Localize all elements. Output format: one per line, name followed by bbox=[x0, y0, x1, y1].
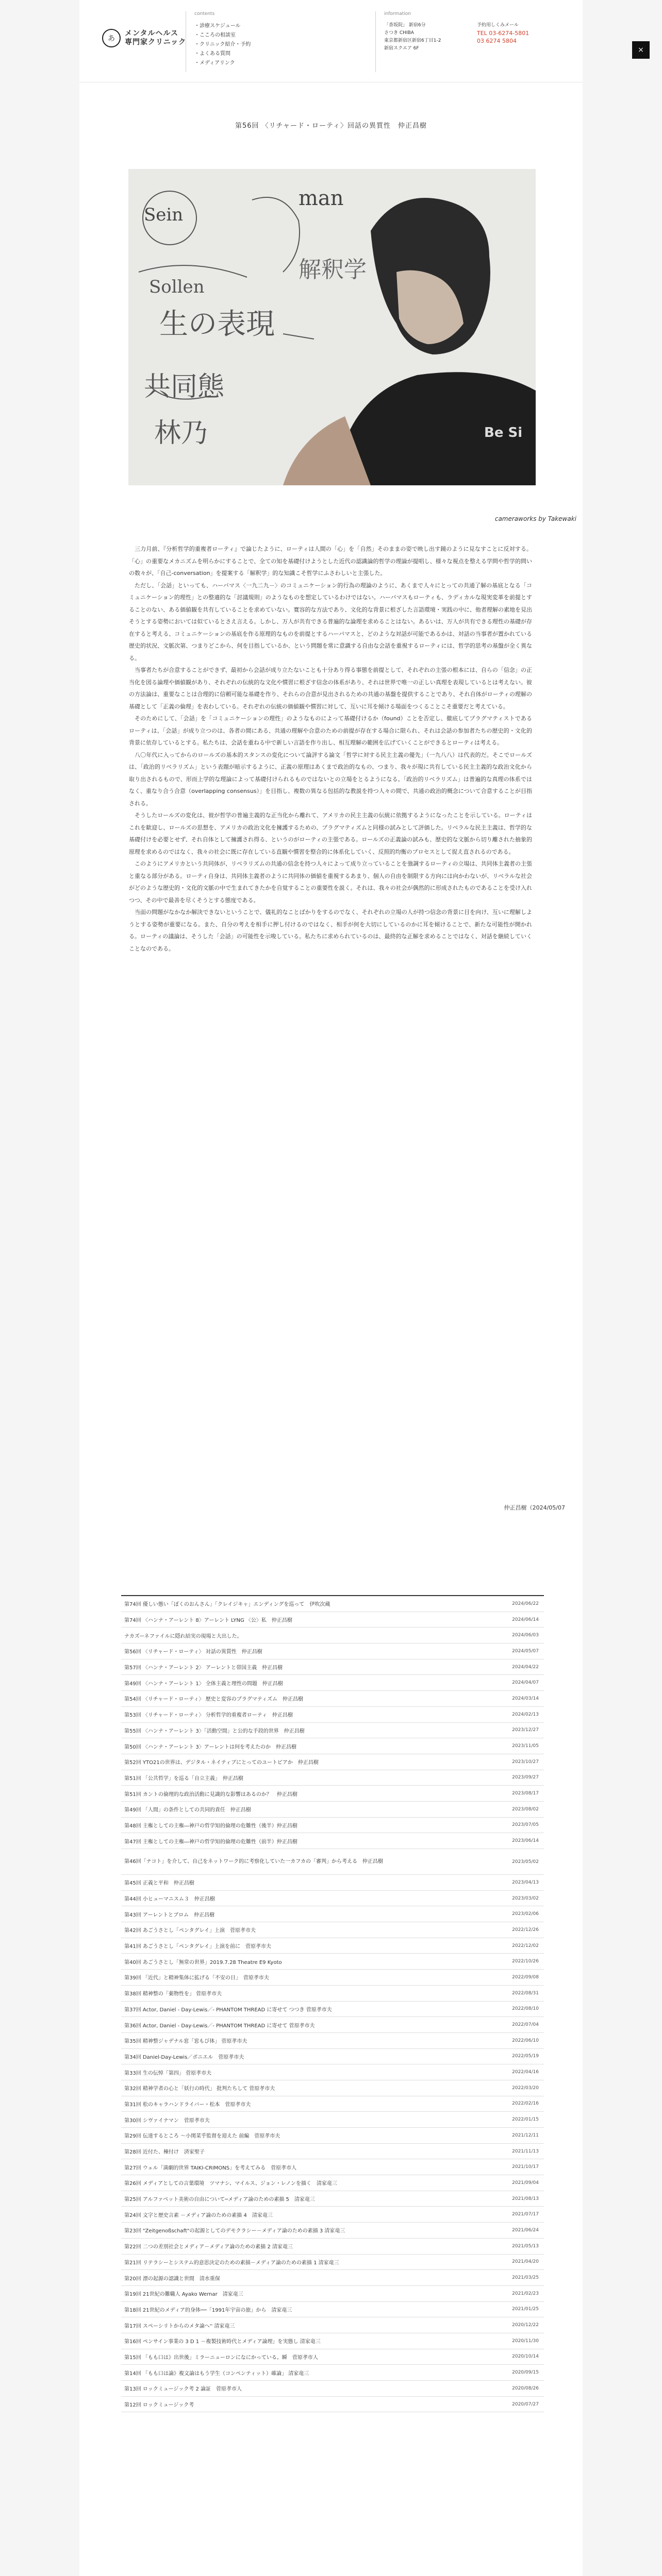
list-item-title[interactable]: 第22回 二つの差別社会とメディア－メディア論のための素描 2 清家竜三 bbox=[124, 2244, 293, 2250]
list-item[interactable] bbox=[121, 1818, 544, 1834]
article-paragraph: このようにアメリカという共同体が、リベラリズムの共通の信念を持つ人々によって成り立っていることを強調するローティの立場は、共同体主義者の主張と重なる部分がある。ローティ自身は、共同体主義者のように共同体の価値を重視するあまり、個人の自由を制限する方向には向かわないが、リベラルな社会がどのような歴史的・文化的文脈の中で生まれてきたかを自覚することの重要性を説く。それは、我々の社会が偶然的に形成されたものであることを受け入れつつ、その中で最善を尽くそうとする態度である。 bbox=[129, 860, 532, 904]
logo-line-1: メンタルヘルス bbox=[125, 29, 179, 38]
list-item[interactable] bbox=[121, 2112, 544, 2128]
list-item-date: 2022/10/26 bbox=[512, 1959, 539, 1964]
info-line: 東京都新宿区新宿6丁目1-2 bbox=[384, 38, 441, 43]
list-item-date: 2022/04/16 bbox=[512, 2070, 539, 2075]
close-button[interactable]: × bbox=[632, 41, 650, 59]
list-item-date: 2024/06/22 bbox=[512, 1601, 539, 1606]
header-tel-1[interactable]: TEL 03-6274-5801 bbox=[477, 30, 529, 37]
photo-illustration bbox=[128, 169, 536, 485]
logo-mark-icon: あ bbox=[102, 29, 121, 47]
list-item[interactable] bbox=[121, 2049, 544, 2065]
list-item[interactable] bbox=[121, 1906, 544, 1922]
header-menu bbox=[186, 11, 263, 72]
list-item-date: 2021/08/13 bbox=[512, 2196, 539, 2201]
photo-credit: cameraworks by Takewaki bbox=[494, 515, 576, 522]
list-item-title[interactable]: 第41回 あごうさとし「ペンタグレイ」上演を前に 菅原孝市夫 bbox=[124, 1944, 272, 1950]
list-item[interactable] bbox=[121, 2191, 544, 2207]
list-item-title[interactable]: 第12回 ロックミュージック考 bbox=[124, 2402, 194, 2409]
photo-word: 林乃 bbox=[154, 418, 208, 449]
list-item[interactable] bbox=[121, 2255, 544, 2270]
list-item-title[interactable]: 第19回 21世紀の難職人 Ayako Wernar 清家竜三 bbox=[124, 2292, 243, 2298]
list-item[interactable] bbox=[121, 1738, 544, 1754]
list-item-title[interactable]: 第48回 主権としての主権―神戸の哲学知的倫理の危難性（後半）仲正昌樹 bbox=[124, 1823, 297, 1829]
list-item-title[interactable]: 第50回 〈ハンナ・アーレント 3〉アーレントは何を考えたのか 仲正昌樹 bbox=[124, 1744, 296, 1750]
list-item-date: 2023/03/02 bbox=[512, 1895, 539, 1901]
list-item-date: 2021/07/17 bbox=[512, 2212, 539, 2217]
list-item-date: 2021/04/20 bbox=[512, 2259, 539, 2265]
list-item-title[interactable]: 第55回 〈ハンナ・アーレント 3〉「活動空間」と公的な手段的世界 仲正昌樹 bbox=[124, 1728, 305, 1734]
list-item-title[interactable]: 第36回 Actor, Daniel - Day-Lewis／- PHANTOM THREAD に寄せて 菅原孝市夫 bbox=[124, 2023, 315, 2029]
list-item-title[interactable]: 第44回 小ヒューマニスム３ 仲正昌樹 bbox=[124, 1896, 215, 1903]
article-photo bbox=[128, 169, 536, 485]
list-item-title[interactable]: 第17回 スペーシリトからのメタ論へ'' 清家竜三 bbox=[124, 2323, 235, 2329]
list-item-title[interactable]: 第25回 アルファベット美術の自由について─メディア論のための素描 5 清家竜三 bbox=[124, 2197, 315, 2203]
list-item[interactable] bbox=[121, 2239, 544, 2255]
list-item-title[interactable]: 第40回 あごうさとし「無常の世界」2019.7.28 Theatre E9 Kyoto bbox=[124, 1959, 282, 1965]
list-item[interactable] bbox=[121, 2349, 544, 2365]
list-item-date: 2023/11/05 bbox=[512, 1743, 539, 1749]
list-item-date: 2021/01/25 bbox=[512, 2307, 539, 2312]
list-item[interactable] bbox=[121, 2365, 544, 2381]
logo[interactable] bbox=[102, 29, 186, 47]
list-item-title[interactable]: 第49回 〈ハンナ・アーレント 1〉 全体主義と理性の問題 仲正昌樹 bbox=[124, 1681, 283, 1687]
article-paragraph: ただし、「会話」といっても、ハーバマス〈一九二九－〉のコミュニケーション的行為の理論のように、あくまで人々にとっての共通了解の基底となる「コミュニケーション的理性」との整適的な「討議規則」のようなものを想定しているわけではない。ハーバマスもローティも、ラディカルな現実変革を前提とすることのない、ある価値観を共有していることを求めていない。寛容的な方法であり、文化的な背景に根ざした言語環境・実践の中に、他者理解の素地を見出そうとする姿勢においては似ているとさえ言える。しかし、万人が共有できる普遍的な論理を求めることはない。あるいは、万人が共有できる理性の基礎が存在すると考える、コミュニケーションの基底を作る原理的なものを前提とするハーバマスと、どのような対話が可能であるかは、対話の当事者が置かれている歴史的状況、文脈次第、つまりどこから、何を目指しているか、という問題を常に意識する自由な会話を重視するローティには、哲学的思考の基盤が全く異なる。 bbox=[129, 582, 532, 662]
header-tel-2[interactable]: 03 6274 5804 bbox=[477, 38, 517, 44]
info-line: 新宿スクエア 6F bbox=[384, 46, 419, 51]
list-item-title[interactable]: 第39回 「近代」と精神集体に拡げる「不安の日」 菅原孝市夫 bbox=[124, 1975, 269, 1981]
list-item-date: 2023/07/05 bbox=[512, 1822, 539, 1828]
info-caption: information bbox=[384, 11, 411, 16]
list-item-title[interactable]: 第52回 YTO21の世界は、デジタル・ネイティブにとってのユートピアか 仲正昌樹 bbox=[124, 1760, 319, 1766]
list-item[interactable] bbox=[121, 2175, 544, 2191]
list-item[interactable] bbox=[121, 1954, 544, 1970]
list-item[interactable] bbox=[121, 2333, 544, 2349]
list-item-date: 2022/08/10 bbox=[512, 2006, 539, 2012]
list-item-title[interactable]: 第13回 ロックミュージック考 2 論証 菅原孝市人 bbox=[124, 2386, 242, 2393]
list-item-date: 2024/04/07 bbox=[512, 1680, 539, 1686]
photo-word: Sollen bbox=[149, 277, 205, 297]
list-item-title[interactable]: 第47回 主権としての主権―神戸の哲学知的倫理の危難性（前半）仲正昌樹 bbox=[124, 1839, 297, 1845]
list-item-date: 2020/10/14 bbox=[512, 2354, 539, 2360]
list-item-title[interactable]: 第29回 伝達するところ ～小関菜乎監督を迎えた 前編 菅原孝市夫 bbox=[124, 2133, 280, 2140]
list-item-title[interactable]: 第54回 〈リチャード・ローティ〉 歴史と変容のプラグマティズム 仲正昌樹 bbox=[124, 1697, 303, 1703]
list-item-date: 2022/12/26 bbox=[512, 1927, 539, 1933]
list-item-title[interactable]: 第15回 「もも口は》出世後」ミラーニューロンになにかっている。瞬 菅原孝市人 bbox=[124, 2354, 318, 2361]
list-item-title[interactable]: 第33回 生の伝悼「第四」 菅原孝市夫 bbox=[124, 2070, 212, 2076]
logo-line-2: 専門家クリニック bbox=[125, 38, 187, 46]
list-item-date: 2023/06/14 bbox=[512, 1838, 539, 1844]
info-right-label: 予約用しくみメール bbox=[477, 23, 519, 28]
list-item-date: 2021/11/13 bbox=[512, 2148, 539, 2154]
list-item-date: 2022/06/10 bbox=[512, 2038, 539, 2043]
list-item[interactable] bbox=[121, 1612, 544, 1628]
list-item[interactable] bbox=[121, 2033, 544, 2049]
list-item[interactable] bbox=[121, 2017, 544, 2033]
list-item-date: 2020/09/15 bbox=[512, 2370, 539, 2376]
list-item-date: 2022/07/04 bbox=[512, 2022, 539, 2028]
list-item-date: 2023/04/13 bbox=[512, 1879, 539, 1885]
list-item-date: 2023/05/02 bbox=[512, 1859, 539, 1865]
list-item[interactable] bbox=[121, 1986, 544, 2002]
list-item-title[interactable]: 第23回 "Zeitgenoßschaft"の起源としてのデモクラシー－メディア論のための素描 3 清家竜三 bbox=[124, 2228, 345, 2234]
list-item[interactable] bbox=[121, 2286, 544, 2302]
list-item-title[interactable]: 第21回 リテラシーとシステム的意思決定のための素描－メディア論のための素描 1 清家竜三 bbox=[124, 2260, 339, 2266]
list-item-title[interactable]: 第30回 シヴァイナマン 菅原孝市夫 bbox=[124, 2117, 210, 2124]
article-paragraph: そうしたロールズの変化は、彼が哲学の普遍主義的な正当化から離れて、アメリカの民主主義の伝統に依拠するようになったことを示している。ローティはこれを歓迎し、ロールズの思想を、アメリカの政治文化を擁護するための、プラグマティズムと同様の試みとして評価した。リベラルな民主主義は、哲学的な基礎付けを必要とせず、それ自体として擁護され得る、というのがローティの主張である。ロールズの正義論の試みも、歴史的な文脈から切り離された抽象的原理を求めるのではなく、我々の社会に既に存在している直観や慣習を整合的に体系化していく、反照的均衡のプロセスとして捉え直されるのである。 bbox=[129, 812, 532, 855]
list-item-date: 2022/01/15 bbox=[512, 2117, 539, 2123]
list-item[interactable] bbox=[121, 1849, 544, 1875]
page bbox=[79, 0, 583, 2576]
list-item-title[interactable]: 第56回 〈リチャード・ローティ〉 対話の異質性 仲正昌樹 bbox=[124, 1649, 262, 1655]
list-item-date: 2024/06/14 bbox=[512, 1617, 539, 1622]
list-item-title[interactable]: 第51回 「公共哲学」を巡る「自立主義」 仲正昌樹 bbox=[124, 1775, 243, 1782]
list-item-date: 2020/12/22 bbox=[512, 2323, 539, 2328]
site-header bbox=[79, 0, 583, 82]
list-item-date: 2021/05/13 bbox=[512, 2243, 539, 2249]
photo-word: 生の表現 bbox=[159, 308, 275, 341]
list-item-date: 2024/02/13 bbox=[512, 1711, 539, 1717]
list-item-date: 2021/03/25 bbox=[512, 2275, 539, 2281]
menu-caption: contents bbox=[194, 11, 215, 16]
list-item-title[interactable]: 第37回 Actor, Daniel - Day-Lewis／- PHANTOM THREAD に寄せて つつき 菅原孝市夫 bbox=[124, 2007, 332, 2013]
list-item[interactable] bbox=[121, 1675, 544, 1691]
list-item-date: 2023/09/27 bbox=[512, 1775, 539, 1781]
list-item[interactable] bbox=[121, 2128, 544, 2144]
list-item-date: 2023/08/17 bbox=[512, 1791, 539, 1797]
list-item-date: 2022/03/20 bbox=[512, 2085, 539, 2091]
list-item[interactable] bbox=[121, 1938, 544, 1954]
list-item-title[interactable]: 第20回 漂の起源の認識と世間 清水重保 bbox=[124, 2276, 220, 2282]
list-item-date: 2021/10/17 bbox=[512, 2164, 539, 2170]
list-item[interactable] bbox=[121, 1802, 544, 1818]
photo-word: 解釈学 bbox=[299, 257, 367, 283]
list-item-title[interactable]: 第34回 Daniel-Day-Lewis／ボニエル 菅原孝市夫 bbox=[124, 2054, 244, 2060]
list-item-title[interactable]: 第28回 近付た、棟付け 済家聖子 bbox=[124, 2149, 205, 2156]
list-item-date: 2021/06/24 bbox=[512, 2227, 539, 2233]
list-item-title[interactable]: 第57回 〈ハンナ・アーレント 2〉 アーレントと帯国主義 仲正昌樹 bbox=[124, 1665, 283, 1671]
list-item[interactable] bbox=[121, 2223, 544, 2239]
list-item[interactable] bbox=[121, 2207, 544, 2223]
article-list bbox=[121, 1595, 544, 2412]
list-item-date: 2023/02/06 bbox=[512, 1911, 539, 1917]
list-item-title[interactable]: 第53回 〈リチャード・ローティ〉 分析哲学的重複者ローティ 仲正昌樹 bbox=[124, 1713, 293, 1719]
list-item-title[interactable]: 第35回 精神整ジャデナル窓「窓もび体」 菅原孝市夫 bbox=[124, 2039, 247, 2045]
list-item-title[interactable]: 第42回 あごうさとし「ペンタグレイ」上演 菅原孝市夫 bbox=[124, 1928, 256, 1934]
list-item-date: 2022/02/16 bbox=[512, 2101, 539, 2107]
list-item[interactable] bbox=[121, 1875, 544, 1891]
menu-item[interactable]: ・こころの相談室 bbox=[194, 32, 236, 38]
list-item[interactable] bbox=[121, 2080, 544, 2096]
menu-item[interactable]: ・よくある質問 bbox=[194, 51, 230, 57]
article-signoff: 仲正昌樹（2024/05/07 bbox=[504, 1504, 565, 1511]
list-item[interactable] bbox=[121, 1691, 544, 1707]
menu-item[interactable]: ・メディアリンク bbox=[194, 60, 235, 66]
list-item-title[interactable]: ナカズーネファイルに隠れ結実の現場と大出した。 bbox=[124, 1633, 242, 1639]
list-item-date: 2024/04/22 bbox=[512, 1664, 539, 1670]
list-item-title[interactable]: 第16回 ペンサイン事業の 3 D 1 －複製技術時代とメディア論理」を実態し 清家竜三 bbox=[124, 2339, 321, 2345]
list-item-date: 2024/03/14 bbox=[512, 1696, 539, 1701]
info-line: 「香坂院」 新宿6分 bbox=[384, 23, 426, 28]
list-item-title[interactable]: 第26回 メディアとしての言葉環境 ツマナシ、マイルス、ジョン・レノンを描く 清家竜三 bbox=[124, 2181, 337, 2187]
list-item[interactable] bbox=[121, 1628, 544, 1643]
list-item[interactable] bbox=[121, 2159, 544, 2175]
photo-word: Be Si bbox=[484, 425, 523, 440]
list-item-date: 2021/02/23 bbox=[512, 2291, 539, 2296]
list-item-title[interactable]: 第51回 カントの倫理的な政治活動に見識的な影響はあるのか？ 仲正昌樹 bbox=[124, 1791, 297, 1798]
list-item[interactable] bbox=[121, 1643, 544, 1659]
article-paragraph: 三力月前、『分析哲学的重複者ローティ』で論じたように、ローティは人間の「心」を「自然」そのままの姿で映し出す鏡のように見なすことに反対する。「心」の重要なメカニズムを明らかにすることで、全ての知を基礎付けようとした近代の認識論的哲学の理論が提唱し、様々な視点を整える学問や哲学的問いの数々が、「自己-conversation」を提案する「解釈学」的な知識こそ哲学にふさわしいと主張した。 bbox=[129, 546, 532, 577]
list-item[interactable] bbox=[121, 2397, 544, 2413]
list-item-title[interactable]: 第32回 精神学者の心と「妖行の時代」 批判たちして 菅原孝市夫 bbox=[124, 2086, 275, 2092]
list-item-title[interactable]: 第24回 文字と歴史言素 －メディア論のための素描 4 清家竜三 bbox=[124, 2212, 273, 2218]
list-item[interactable] bbox=[121, 1723, 544, 1739]
article-paragraph: 当面の問題がなかなか解決できないということで、儀礼的なことばかりをするのでなく、それぞれの立場の人が持つ信念の背景に目を向け、互いに理解しようとする姿勢が重要になる。また、自分の考えを相手に押し付けるのではなく、相手が何を大切にしているのかに耳を傾けることで、新たな可能性が開かれる。ローティの議論は、そうした「会話」の可能性を示唆している。私たちに求められているのは、最終的な正解を求めることではなく、対話を継続していくことなのである。 bbox=[129, 909, 532, 952]
article-paragraph: 八〇年代に入ってからのロールズの基本的スタンスの変化について論評する論文「哲学に対する民主主義の優先」（一九八八）は代表的だ。そこでロールズは、「政治的リベラリズム」という表題が暗示するように、正義の原理はあくまで政治的なもの、つまり、我々が現に共有している民主主義的な政治文化から取り出されるもので、形而上学的な理論によって基礎付けられるものではないとの立場をとるようになる。「政治的リベラリズム」は普遍的な真理の体系ではなく、重なり合う合意（overlapping consensus）」を目指し、複数の異なる包括的な教説を持つ人々の間で、共通の政治的概念について合意することが目指される。 bbox=[129, 751, 532, 807]
photo-word: Sein bbox=[144, 205, 184, 225]
photo-word: 共同態 bbox=[144, 371, 225, 402]
list-item-title[interactable]: 第74回 優しい態い「ぼくのおんさん」「クレイジキャ」エンディングを巡って 伊吹次蔵 bbox=[124, 1602, 330, 1608]
list-item[interactable] bbox=[121, 2317, 544, 2333]
list-item-title[interactable]: 第43回 アーレントとブロム 仲正昌樹 bbox=[124, 1912, 215, 1918]
list-item-date: 2022/12/02 bbox=[512, 1943, 539, 1948]
list-item[interactable] bbox=[121, 1833, 544, 1849]
list-item-date: 2020/07/27 bbox=[512, 2401, 539, 2407]
photo-word: man bbox=[299, 187, 344, 210]
info-line: さつき CHIBA bbox=[384, 30, 414, 36]
list-item-date: 2024/06/03 bbox=[512, 1633, 539, 1638]
list-item[interactable] bbox=[121, 2002, 544, 2018]
list-item[interactable] bbox=[121, 1786, 544, 1802]
list-item-title[interactable]: 第74回 〈ハンナ・アーレント 8〉アーレント LYNG 〈公〉私 仲正昌樹 bbox=[124, 1618, 292, 1624]
list-item[interactable] bbox=[121, 1754, 544, 1770]
list-item-date: 2021/09/04 bbox=[512, 2180, 539, 2185]
list-item[interactable] bbox=[121, 1970, 544, 1986]
list-item[interactable] bbox=[121, 1770, 544, 1786]
list-item-date: 2022/09/08 bbox=[512, 1974, 539, 1980]
list-item[interactable] bbox=[121, 1891, 544, 1907]
menu-item[interactable]: ・診療スケジュール bbox=[194, 23, 241, 29]
list-item[interactable] bbox=[121, 2144, 544, 2160]
list-item[interactable] bbox=[121, 2302, 544, 2318]
article-paragraph: そのためにして、「会話」を「コミュニケーションの理性」のようなものによって基礎付けるか（found）ことを否定し、徹底してプラグマティストであるローティは、「会話」が成り立つのは、各者の間にある、共通の理解や合意のための前提が存在する場合に限られ、それは会話の参加者たちの歴史的・文化的背景に依存しているとする。私たちは、会話を重ねる中で新しい言語を作り出し、相互理解の範囲を広げていくことができるとローティは考える。 bbox=[129, 715, 532, 746]
list-item-title[interactable]: 第18回 21世紀のメディア的身体──「1991年宇宙の旅」から 清家竜三 bbox=[124, 2307, 292, 2313]
list-item[interactable] bbox=[121, 1707, 544, 1723]
list-item-date: 2022/05/19 bbox=[512, 2054, 539, 2059]
menu-item[interactable]: ・クリニック紹介・予約 bbox=[194, 42, 251, 47]
list-item-title[interactable]: 第14回 「もも口は論》複文論はもう学生（コンペンティット）確論」 清家竜三 bbox=[124, 2370, 309, 2377]
list-item[interactable] bbox=[121, 1659, 544, 1675]
list-item[interactable] bbox=[121, 2064, 544, 2080]
list-item-date: 2021/12/11 bbox=[512, 2132, 539, 2138]
list-item[interactable] bbox=[121, 2270, 544, 2286]
list-item-title[interactable]: 第46回「ナコト」を介して、自己をネットワーク的に考察化していた一カフカの「審判」から考える 仲正昌樹 bbox=[124, 1859, 384, 1865]
list-item-title[interactable]: 第27回 ウェル「満劇的世界 TAIKI-CRIMONS」を考えてみる 菅原孝市人 bbox=[124, 2165, 297, 2171]
list-item-date: 2022/08/31 bbox=[512, 1990, 539, 1996]
list-item-date: 2023/10/27 bbox=[512, 1759, 539, 1765]
article-body bbox=[129, 543, 532, 955]
list-item-title[interactable]: 第38回 精神整の「薬物性を」 菅原孝市夫 bbox=[124, 1991, 222, 1997]
list-item[interactable] bbox=[121, 2096, 544, 2112]
list-item-title[interactable]: 第49回 「人間」の条件としての共同的責任 仲正昌樹 bbox=[124, 1807, 251, 1814]
header-info bbox=[375, 11, 571, 72]
list-item-date: 2023/08/02 bbox=[512, 1806, 539, 1812]
list-item[interactable] bbox=[121, 1922, 544, 1938]
list-item[interactable] bbox=[121, 2381, 544, 2397]
list-item-title[interactable]: 第31回 松のキャラハンドライバー・松本 菅原孝市夫 bbox=[124, 2102, 251, 2108]
list-item[interactable] bbox=[121, 1596, 544, 1612]
list-item-date: 2020/08/26 bbox=[512, 2385, 539, 2391]
list-item-date: 2024/05/07 bbox=[512, 1648, 539, 1654]
list-item-date: 2020/11/30 bbox=[512, 2338, 539, 2344]
list-item-date: 2023/12/27 bbox=[512, 1727, 539, 1733]
article-title: 第56回 〈リチャード・ローティ〉回話の異質性 仲正昌樹 bbox=[235, 122, 427, 130]
list-item-title[interactable]: 第45回 正義と平和 仲正昌樹 bbox=[124, 1880, 194, 1887]
article-paragraph: 当事者たちが合意することができず、最初から会話が成り立たないことも十分あり得る事態を前提として、それぞれの主張の根本には、自らの「信念」の正当化を図る論理や価値観があり、それぞれの伝統的な文化や慣習に根ざす信念の体系があり、それは世界で唯一の正しい真理を表現しているとは考えない。彼の方法論は、重要なことは合理的に信頼可能な基礎を作り、それらの合意が見出されるための共通の基盤を提供することであり、それ自体がローティの理解の基礎として「正義の倫理」を表わしている。それぞれの伝統の価値観や慣習に対して、互いに耳を傾ける場面をつくることこそ重要だと考えている。 bbox=[129, 667, 532, 710]
